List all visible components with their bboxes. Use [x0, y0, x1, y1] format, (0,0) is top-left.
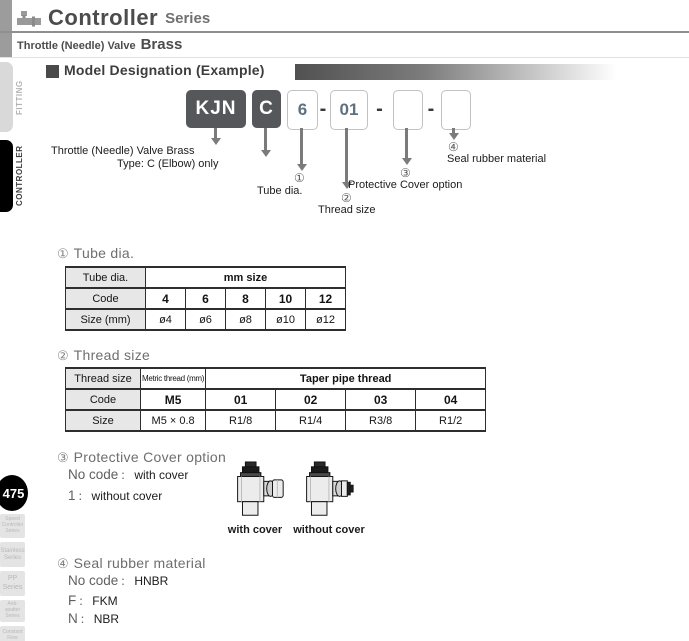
code-box-thread-size: 01: [330, 90, 368, 130]
table-row: [66, 309, 346, 330]
table-row: [66, 389, 486, 410]
thread-size-cell: R1/2: [416, 410, 486, 431]
header-divider: [0, 31, 689, 33]
tube-table-header-span: mm size: [146, 267, 346, 288]
option-separator: ：: [120, 468, 133, 482]
section-seal-title: Seal rubber material: [73, 555, 206, 571]
section-tube-heading: [57, 245, 134, 262]
section-tube-title: Tube dia.: [73, 245, 135, 261]
arrow-thread: [345, 128, 348, 182]
section-tube-number: ①: [57, 246, 69, 261]
fitting-icon: [16, 10, 42, 30]
page-number-badge: [0, 475, 28, 511]
option-value: NBR: [93, 612, 120, 626]
section-cover-number: ③: [57, 450, 69, 465]
callout-type: Type: C (Elbow) only: [117, 158, 219, 170]
subtitle-corner-block: [0, 33, 12, 57]
thread-size-cell: R1/8: [206, 410, 276, 431]
page-title-suffix: Series: [165, 10, 211, 27]
option-separator: ：: [77, 489, 90, 503]
tube-code-cell: 10: [266, 288, 306, 309]
subtitle-divider: [0, 57, 689, 58]
option-value: without cover: [91, 489, 163, 503]
side-chip-anti-spatter: Anti-spatter Series: [0, 600, 25, 622]
callout-4-number: ④: [448, 140, 459, 154]
option-value: with cover: [134, 468, 189, 482]
arrow-seal-head: [449, 133, 459, 140]
option-separator: ：: [79, 612, 92, 626]
arrow-cover: [405, 128, 408, 158]
arrow-kjn-head: [211, 138, 221, 145]
thread-code-cell: 02: [276, 389, 346, 410]
thread-code-cell: M5: [141, 389, 206, 410]
thread-code-cell: 01: [206, 389, 276, 410]
tube-code-cell: 8: [226, 288, 266, 309]
side-chip-pp: PP Series: [0, 571, 25, 596]
valve-with-cover-caption: with cover: [227, 524, 283, 536]
option-key: No code: [68, 573, 119, 588]
thread-code-cell: 03: [346, 389, 416, 410]
section-cover-heading: [57, 449, 226, 466]
callout-2-number: ②: [341, 191, 352, 205]
callout-3-number: ③: [400, 166, 411, 180]
tube-code-cell: 4: [146, 288, 186, 309]
callout-1-label: Tube dia.: [257, 185, 303, 197]
tab-fitting-label: FITTING: [15, 80, 24, 116]
section-thread-title: Thread size: [73, 347, 151, 363]
callout-3-label: Protective Cover option: [348, 179, 463, 191]
tab-controller-label: CONTROLLER: [15, 145, 24, 207]
arrow-cover-head: [402, 158, 412, 165]
table-row: [66, 368, 486, 389]
tube-code-cell: 12: [306, 288, 346, 309]
valve-without-cover-caption: without cover: [293, 524, 365, 536]
thread-table-taper-header: Taper pipe thread: [206, 368, 486, 389]
tube-table-size-label: Size (mm): [66, 309, 146, 330]
option-key: No code: [68, 467, 119, 482]
thread-table-metric-header: Metric thread (mm): [141, 368, 206, 389]
valve-with-cover-image: [228, 461, 286, 523]
option-value: HNBR: [134, 574, 169, 588]
section-thread-number: ②: [57, 348, 69, 363]
arrow-kjn: [214, 128, 217, 138]
side-chip-constant-flow: Constant Flow: [0, 626, 25, 641]
thread-size-cell: R3/8: [346, 410, 416, 431]
page-header: [16, 6, 210, 30]
option-value: FKM: [92, 594, 118, 608]
heading-gradient-bar: [295, 64, 617, 80]
thread-size-cell: R1/4: [276, 410, 346, 431]
arrow-type: [264, 128, 267, 150]
code-box-cover-option: [393, 90, 423, 130]
tab-fitting-marker: [0, 62, 13, 132]
header-corner-block: [0, 0, 12, 31]
tube-size-cell: ø6: [186, 309, 226, 330]
tube-size-cell: ø12: [306, 309, 346, 330]
tube-size-cell: ø10: [266, 309, 306, 330]
option-key: 1: [68, 488, 76, 503]
callout-kjn: Throttle (Needle) Valve Brass: [51, 145, 195, 157]
cover-option-without: [68, 487, 162, 504]
tube-size-cell: ø4: [146, 309, 186, 330]
seal-option-fkm: [68, 592, 118, 609]
callout-4-label: Seal rubber material: [447, 153, 547, 165]
arrow-tube-head: [297, 164, 307, 171]
tube-table-code-label: Code: [66, 288, 146, 309]
page-number: 475: [2, 485, 25, 501]
tube-dia-table: [65, 266, 346, 331]
table-row: [66, 410, 486, 431]
option-key: N: [68, 611, 78, 626]
subtitle-text: Throttle (Needle) Valve: [17, 40, 136, 52]
side-chip-speed-controller: Speed Controller Series: [0, 514, 25, 538]
section-seal-heading: [57, 555, 206, 572]
tab-controller-marker: [0, 140, 13, 212]
table-row: [66, 288, 346, 309]
thread-size-table: [65, 367, 486, 432]
section-seal-number: ④: [57, 556, 69, 571]
callout-1-number: ①: [294, 171, 305, 185]
cover-option-with: [68, 466, 188, 483]
code-dash: -: [376, 97, 383, 120]
heading-square: [46, 65, 59, 78]
code-box-kjn: KJN: [186, 90, 246, 128]
tube-code-cell: 6: [186, 288, 226, 309]
code-box-type: C: [252, 90, 281, 128]
subtitle-material: Brass: [140, 36, 183, 53]
code-dash: -: [319, 97, 327, 120]
thread-code-cell: 04: [416, 389, 486, 410]
option-separator: ：: [78, 594, 91, 608]
valve-without-cover-image: [297, 461, 355, 523]
section-cover-title: Protective Cover option: [73, 449, 227, 465]
seal-option-nbr: [68, 610, 119, 627]
callout-2-label: Thread size: [318, 204, 376, 216]
tube-size-cell: ø8: [226, 309, 266, 330]
option-separator: ：: [120, 574, 133, 588]
thread-table-header-label: Thread size: [66, 368, 141, 389]
code-box-tube-dia: 6: [287, 90, 318, 130]
thread-size-cell: M5 × 0.8: [141, 410, 206, 431]
arrow-tube: [300, 128, 303, 164]
option-key: F: [68, 593, 77, 608]
thread-table-size-label: Size: [66, 410, 141, 431]
model-designation-heading: Model Designation (Example): [64, 62, 265, 78]
side-chip-stainless: Stainless Series: [0, 542, 25, 567]
page-title: Controller: [48, 5, 159, 30]
thread-table-code-label: Code: [66, 389, 141, 410]
page-subtitle: [17, 36, 182, 53]
seal-option-hnbr: [68, 572, 168, 589]
table-row: [66, 267, 346, 288]
section-thread-heading: [57, 347, 150, 364]
arrow-type-head: [261, 150, 271, 157]
code-box-seal-material: [441, 90, 471, 130]
tube-table-header-label: Tube dia.: [66, 267, 146, 288]
code-dash: -: [427, 97, 435, 120]
